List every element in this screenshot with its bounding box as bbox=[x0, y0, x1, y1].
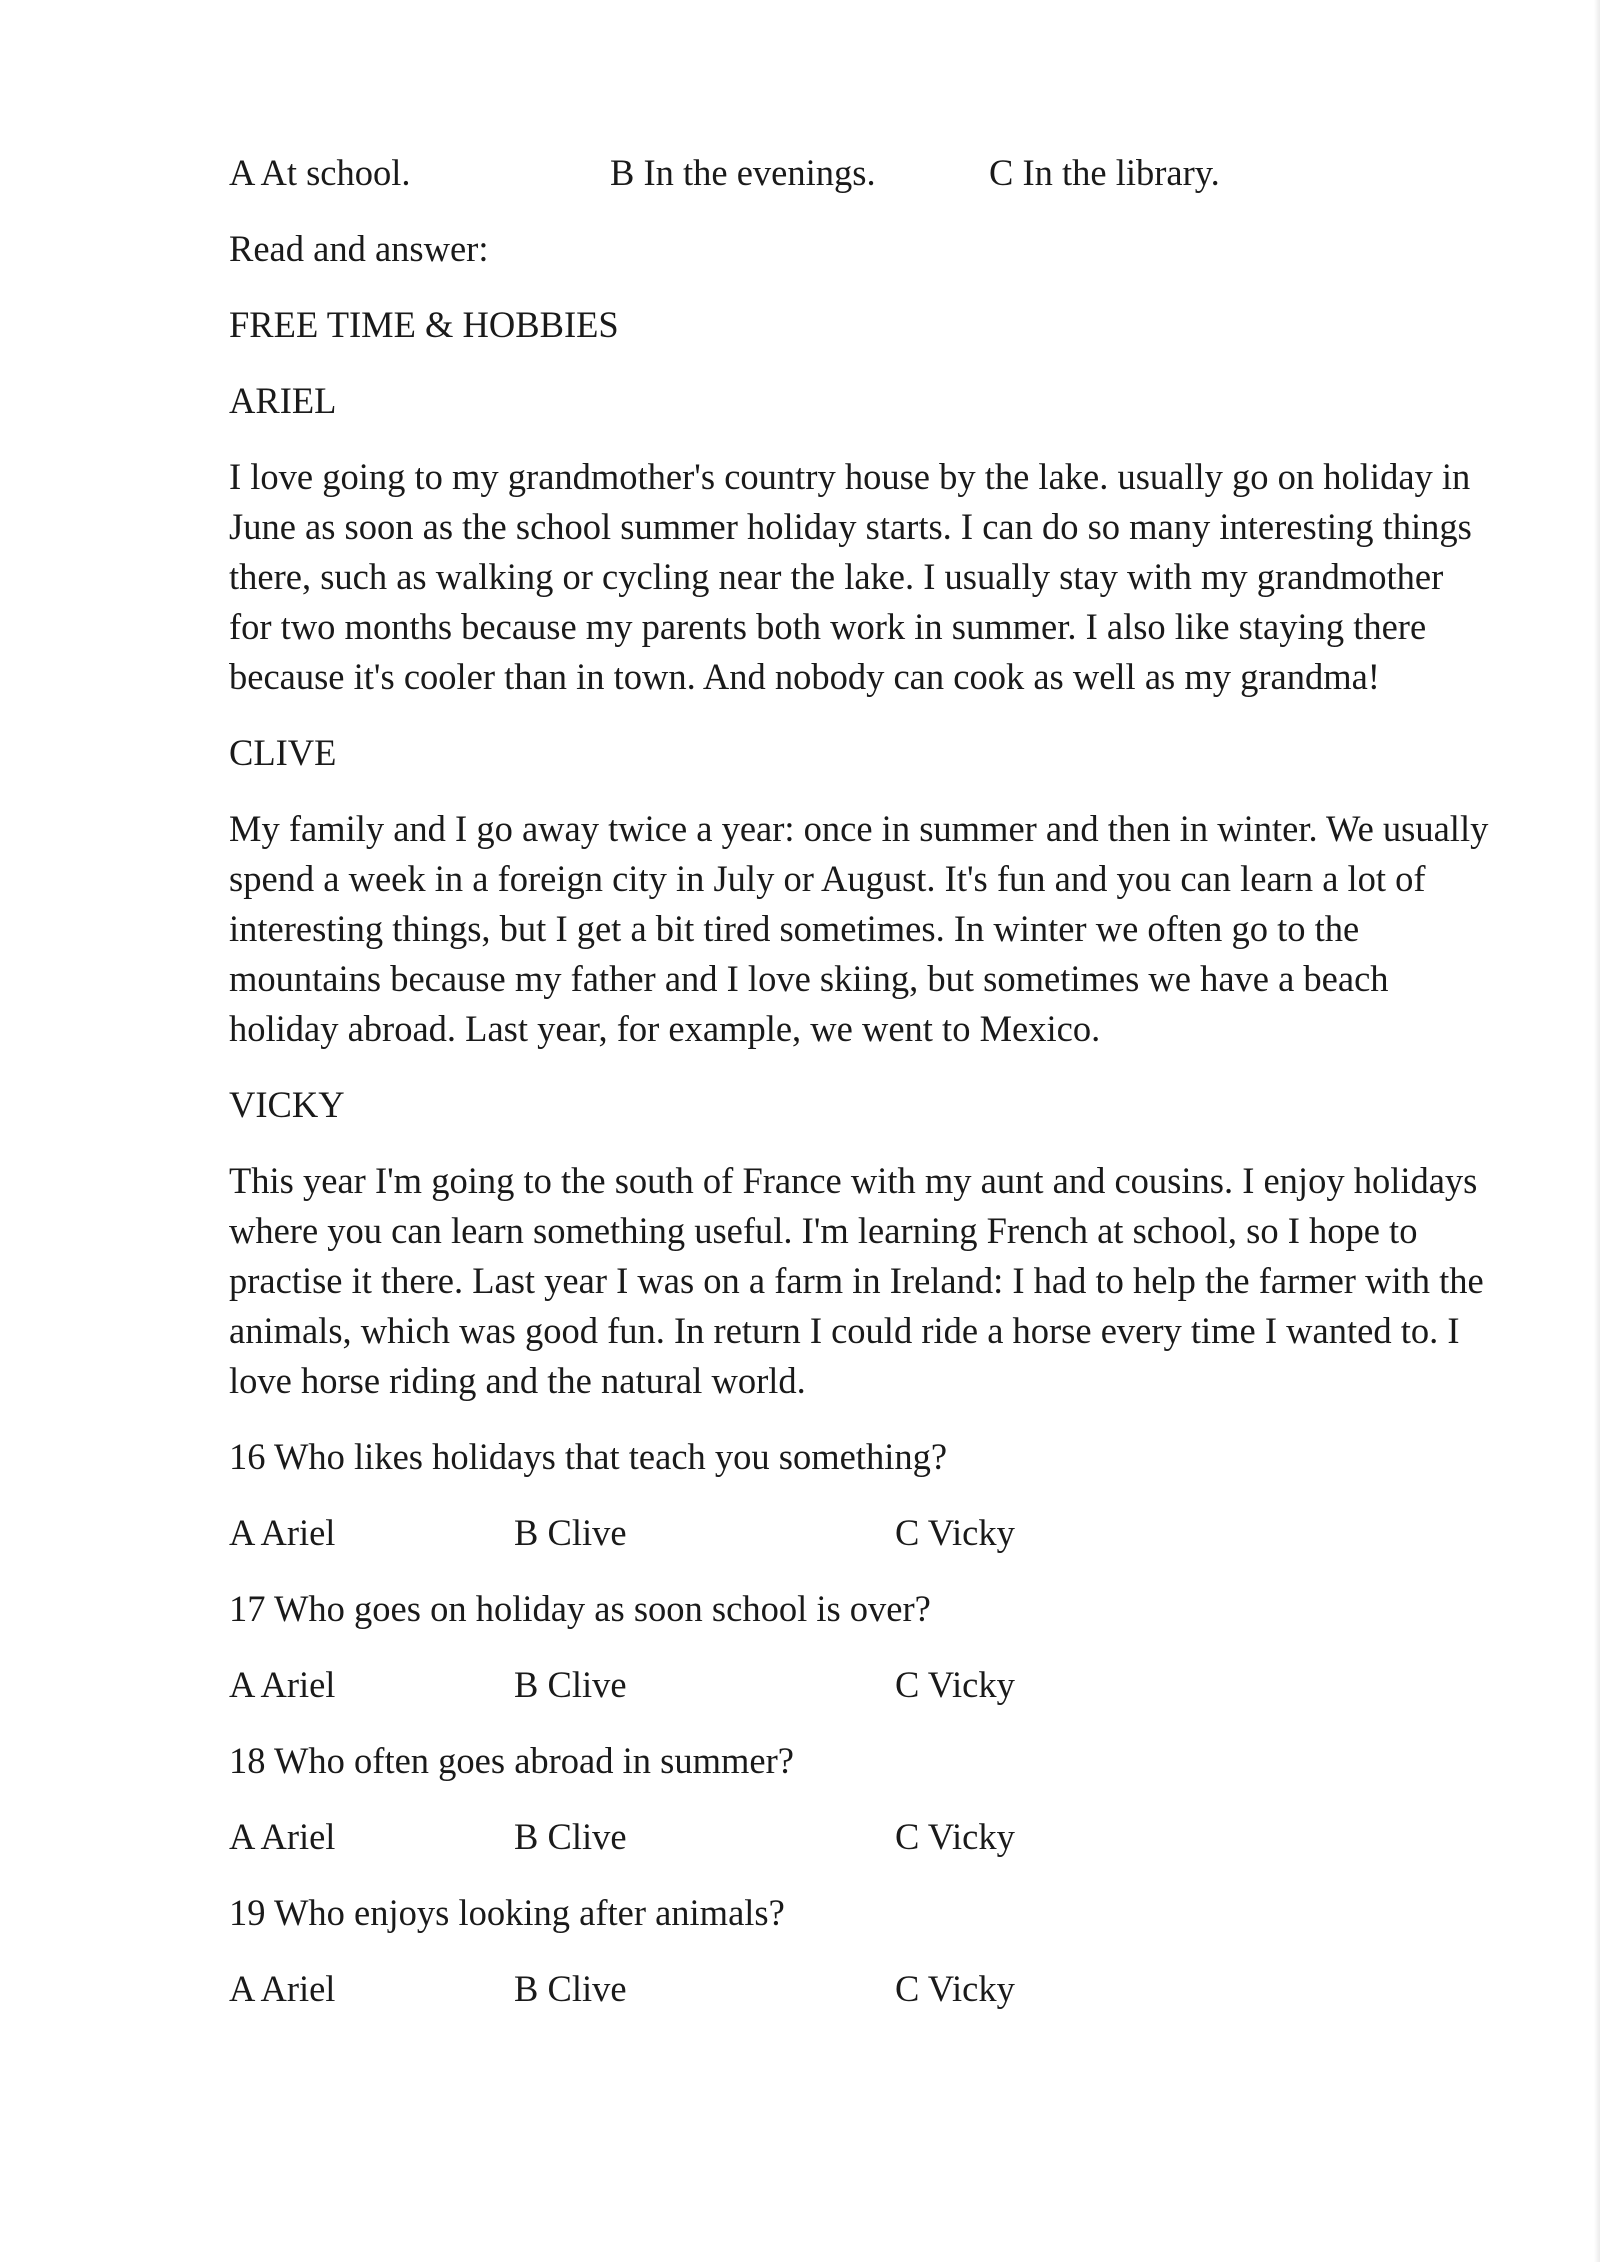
option-a: A Ariel bbox=[229, 1512, 336, 1553]
question-17-options bbox=[229, 1660, 1489, 1710]
option-a: A At school. bbox=[229, 152, 411, 193]
question-16: 16 Who likes holidays that teach you something? bbox=[229, 1436, 948, 1477]
section-heading-vicky: VICKY bbox=[229, 1084, 345, 1125]
previous-question-options bbox=[229, 148, 1489, 198]
option-c: C Vicky bbox=[895, 1664, 1015, 1705]
document-page bbox=[229, 148, 1489, 2014]
page-edge-shadow bbox=[1594, 0, 1600, 2262]
option-c: C Vicky bbox=[895, 1512, 1015, 1553]
option-c: C Vicky bbox=[895, 1968, 1015, 2009]
option-c: C Vicky bbox=[895, 1816, 1015, 1857]
option-b: B Clive bbox=[514, 1664, 627, 1705]
option-b: B Clive bbox=[514, 1968, 627, 2009]
option-a: A Ariel bbox=[229, 1816, 336, 1857]
instruction: Read and answer: bbox=[229, 228, 489, 269]
option-a: A Ariel bbox=[229, 1664, 336, 1705]
section-text-ariel: I love going to my grandmother's country house by the lake. usually go on holiday in June as soon as the school summer holiday starts. I can do so many interesting things there, such as walking or cycling near the lake. I usually stay with my grandmother for two months because my parents both work in summer. I also like staying there because it's cooler than in town. And nobody can cook as well as my grandma! bbox=[229, 456, 1472, 697]
option-a: A Ariel bbox=[229, 1968, 336, 2009]
option-b: B In the evenings. bbox=[610, 152, 876, 193]
section-heading-clive: CLIVE bbox=[229, 732, 337, 773]
question-19-options bbox=[229, 1964, 1489, 2014]
section-text-clive: My family and I go away twice a year: once in summer and then in winter. We usually spend a week in a foreign city in July or August. It's fun and you can learn a lot of interesting things, but I get a bit tired sometimes. In winter we often go to the mountains because my father and I love skiing, but sometimes we have a beach holiday abroad. Last year, for example, we went to Mexico. bbox=[229, 808, 1489, 1049]
section-text-vicky: This year I'm going to the south of France with my aunt and cousins. I enjoy holidays where you can learn something useful. I'm learning French at school, so I hope to practise it there. Last year I was on a farm in Ireland: I had to help the farmer with the animals, which was good fun. In return I could ride a horse every time I wanted to. I love horse riding and the natural world. bbox=[229, 1160, 1484, 1401]
option-c: C In the library. bbox=[989, 152, 1220, 193]
question-19: 19 Who enjoys looking after animals? bbox=[229, 1892, 785, 1933]
option-b: B Clive bbox=[514, 1816, 627, 1857]
section-heading-ariel: ARIEL bbox=[229, 380, 337, 421]
document-title: FREE TIME & HOBBIES bbox=[229, 304, 619, 345]
option-b: B Clive bbox=[514, 1512, 627, 1553]
question-17: 17 Who goes on holiday as soon school is over? bbox=[229, 1588, 931, 1629]
question-16-options bbox=[229, 1508, 1489, 1558]
question-18-options bbox=[229, 1812, 1489, 1862]
question-18: 18 Who often goes abroad in summer? bbox=[229, 1740, 794, 1781]
